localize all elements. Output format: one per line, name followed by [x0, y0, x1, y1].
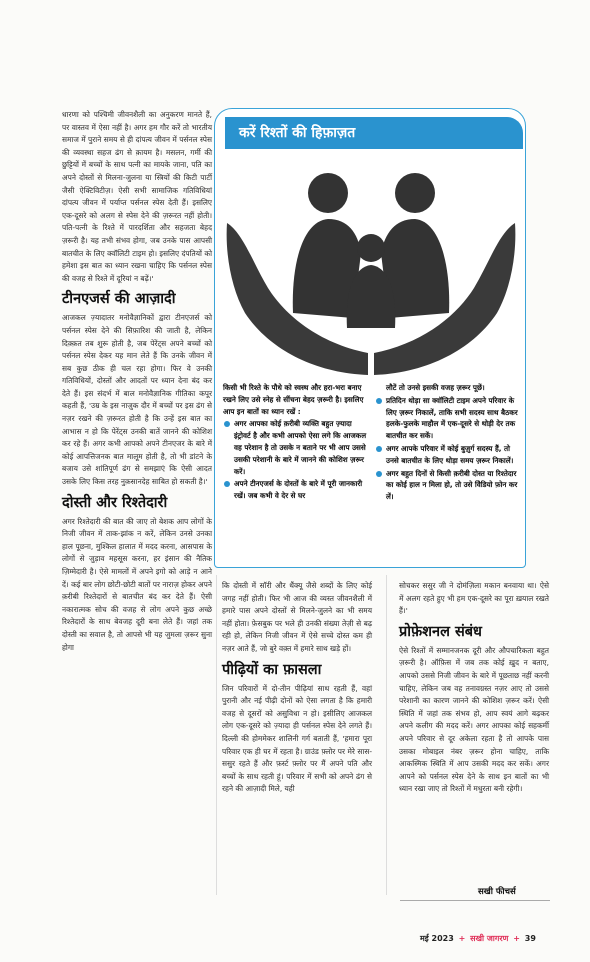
heading-professional: प्रोफ़ेशनल संबंध — [399, 623, 482, 640]
box-bullet: अगर बहुत दिनों से किसी क़रीबी दोस्त या रिश्तेदार का कोई हाल न मिला हो, तो उसे वेिडियो फ़ोन कर लें। — [375, 468, 521, 503]
column-left — [62, 109, 212, 654]
parent-left-head — [308, 173, 348, 213]
footer-divider — [400, 900, 550, 901]
page-footer — [420, 933, 536, 944]
heading-generations: पीढ़ियों का फ़ासला — [222, 661, 322, 678]
footer-brand: सखी जागरण — [470, 934, 509, 943]
intro-paragraph: धारणा को पश्चिमी जीवनशैली का अनुकरण मानते हैं, पर वास्तव में ऐसा नहीं है। अगर हम गौर करें तो भारतीय समाज में पुराने समय से ही दांपत्य जीवन में पर्सनल स्पेस की व्यवस्था सहज ढंग से क़ायम है। मसलन, गर्मी की छुट्टियों में बच्चों के साथ पत्नी का मायके जाना, पति का अपने दोस्तों से मिलना-जुलना या स्त्रियों की किटी पार्टी जैसी ऐक्टिविटीज़। ऐसी सभी सामाजिक गतिविधियां दांपत्य जीवन में पर्याप्त पर्सनल स्पेस देती हैं। इसलिए एक-दूसरे को अलग से स्पेस देने की ज़रूरत नहीं होती। पति-पत्नी के रिश्ते में पारदर्शिता और सहजता बेहद ज़रूरी है। यह तभी संभव होगा, जब उनके पास आपसी बातचीत के लिए क्वॉलिटी टाइम हो। इसलिए दंपतियों को हमेशा इस बात का ध्यान रखना चाहिए कि पर्सनल स्पेस की वजह से रिश्ते में दूरियां न बढ़ें।' — [62, 110, 212, 283]
separator-plus-icon: + — [458, 934, 466, 943]
friendship-paragraph: अगर रिश्तेदारी की बात की जाए तो बेशक आप लोगों के निजी जीवन में ताक-झांक न करें, लेकिन उनसे उनका हाल पूछना, मुश्किल हालात में मदद करना, आसपास के लोगों से जुड़ाव महसूस करना, हर इंसान की नैतिक ज़िम्मेदारी है। ऐसे मामलों में अपने इगो को आड़े न आने दें। कई बार लोग छोटी-छोटी बातों पर नाराज़ होकर अपने क़रीबी रिश्तेदारों से बातचीत बंद कर देते हैं। ऐसी नकारात्मक सोच की वजह से लोग अपने कुछ अच्छे रिश्तेदारों के साथ बेवजह दूरी बना लेते हैं। जहां तक दोस्ती का सवाल है, तो आपसे भी यह जुमला ज़रूर सुना होगा — [62, 516, 212, 652]
page-number: 39 — [524, 934, 536, 943]
family-hands-illustration — [223, 153, 519, 378]
box-continuation: लौटें तो उनसे इसकी वजह ज़रूर पूछें। — [386, 383, 485, 392]
bullet-dot-icon — [376, 446, 382, 452]
heading-friendship: दोस्ती और रिश्तेदारी — [62, 494, 168, 511]
box-lead: किसी भी रिश्ते के पौधे को स्वस्थ और हरा-भरा बनाए रखने लिए उसे स्नेह से सींचना बेहद ज़रूरी है। इसलिए आप इन बातों का ध्यान रखें : — [223, 383, 364, 416]
child-head — [357, 234, 385, 262]
box-column-left — [223, 382, 367, 502]
bullet-dot-icon — [224, 421, 230, 427]
bullet-dot-icon — [376, 398, 382, 404]
column-middle — [222, 580, 372, 796]
separator-plus-icon: + — [513, 934, 520, 943]
author-credit: सखी फीचर्स — [478, 887, 516, 897]
footer-month: मई 2023 — [420, 934, 454, 943]
box-bullet: अपने टीनएजर्स के दोस्तों के बारे में पूरी जानकारी रखें। जब कभी वे देर से घर — [223, 478, 367, 502]
teenagers-paragraph: आजकल ज़्यादातर मनोवैज्ञानिकों द्वारा टीनएजर्स को पर्सनल स्पेस देने की सिफ़ारिश की जाती है, लेकिन दिक़्क़त तब शुरू होती है, जब पेरेंट्स अपने बच्चों को पर्सनल स्पेस देकर यह मान लेते हैं कि उनके जीवन में सब कुछ ठीक ही चल रहा होगा। फिर वे उनकी गतिविधियों, दोस्तों और आदतों पर ध्यान देना बंद कर देते हैं। इस संदर्भ में बाल मनोवैज्ञानिक गीतिका कपूर कहती हैं, 'उम्र के इस नाज़ुक दौर में बच्चों पर इस ढंग से नज़र रखने की ज़रूरत होती है कि उन्हें इस बात का आभास न हो कि पेरेंट्स उनकी बातें जानने की कोशिश कर रहे हैं। अगर कभी आपको अपने टीनएजर के बारे में कोई आपत्तिजनक बात मालूम होती है, तो भी डांटने के बजाय उसे शांतिपूर्ण ढंग से समझाएं कि ऐसी आदत उसके लिए किस तरह नुक़सानदेह साबित हो सकती है।' — [62, 313, 212, 487]
friendship-continued-paragraph: कि दोस्ती में सॉरी और थैंक्यू जैसे शब्दों के लिए कोई जगह नहीं होती। फिर भी आज की व्यस्त जीवनशैली में हमारे पास अपने दोस्तों से मिलने-जुलने का भी समय नहीं होता। फ़ेसबुक पर भले ही उनकी संख्या तेज़ी से बढ़ रही हो, लेकिन निजी जीवन में ऐसे सच्चे दोस्त कम ही नज़र आते हैं, जो बुरे वक़्त में हमारे साथ खड़े हों। — [222, 581, 372, 653]
parent-right-head — [395, 173, 435, 213]
professional-paragraph: ऐसे रिश्तों में सम्मानजनक दूरी और औपचारिकता बहुत ज़रूरी है। ऑफ़िस में जब तक कोई ख़ुद न बताए, आपको उससे निजी जीवन के बारे में पूछताछ नहीं करनी चाहिए, लेकिन जब वह तनावग्रस्त नज़र आए तो उससे परेशानी का कारण जानने की कोशिश ज़रूर करें। ऐसी स्थिति में जहां तक संभव हो, आप स्वयं आगे बढ़कर अपने कलीग की मदद करें। अगर आपका कोई सहकर्मी अपने परिवार से दूर अकेला रहता है तो आपके पास उसका मोबाइल नंबर ज़रूर होना चाहिए, ताकि आकस्मिक स्थिति में आप उसकी मदद कर सकें। अगर आपने को पर्सनल स्पेस देने के साथ इन बातों का भी ध्यान रखा जाए तो रिश्तों में मधुरता बनी रहेगी। — [399, 645, 549, 794]
box-bullet: अगर आपके परिवार में कोई बुज़ुर्ग सदस्य हैं, तो उनसे बातचीत के लिए थोड़ा समय ज़रूर निकालें। — [375, 443, 521, 467]
heading-teenagers: टीनएजर्स की आज़ादी — [62, 291, 176, 308]
box-title: करें रिश्तों की हिफ़ाज़त — [225, 117, 523, 149]
column-divider — [216, 575, 217, 895]
bullet-dot-icon — [376, 471, 382, 477]
box-bullet: प्रतिदिन थोड़ा सा क्वॉलिटी टाइम अपने परिवार के लिए ज़रूर निकालें, ताकि सभी सदस्य साथ बैठकर हलके-फुलके माहौल में एक-दूसरे से थोड़ी देर तक बातचीत कर सकें। — [375, 395, 521, 442]
generations-paragraph: जिन परिवारों में दो-तीन पीढ़ियां साथ रहती हैं, वहां पुरानी और नई पीढ़ी दोनों को ऐसा लगता है कि हमारी वजह से दूसरों को असुविधा न हो। इसीलिए आजकल लोग एक-दूसरे को ज़्यादा ही पर्सनल स्पेस देने लगते हैं। दिल्ली की होममेकर शालिनी गर्ग बताती हैं, 'हमारा पूरा परिवार एक ही घर में रहता है। ग्राउंड फ़्लोर पर मेरे सास-ससुर रहते हैं और फ़र्स्ट फ़्लोर पर मैं अपने पति और बच्चों के साथ रहती हूं। परिवार में सभी को अपने ढंग से रहने की आज़ादी मिले, यही — [222, 683, 372, 794]
generations-continued-paragraph: सोचकर ससुर जी ने दोमंज़िला मकान बनवाया था। ऐसे में अलग रहते हुए भी हम एक-दूसरे का पूरा ख़याल रखते हैं।' — [399, 581, 549, 616]
column-right — [399, 580, 549, 796]
tips-box — [214, 108, 526, 568]
box-bullet: अगर आपका कोई क़रीबी व्यक्ति बहुत ज़्यादा इंट्रोवर्ट है और कभी आपको ऐसा लगे कि आजकल वह परेशान है तो उसके न बताने पर भी आप उससे उसकी परेशानी के बारे में जानने की कोशिश ज़रूर करें। — [223, 418, 367, 477]
column-divider — [386, 575, 387, 895]
box-column-right — [375, 382, 521, 503]
bullet-dot-icon — [224, 481, 230, 487]
